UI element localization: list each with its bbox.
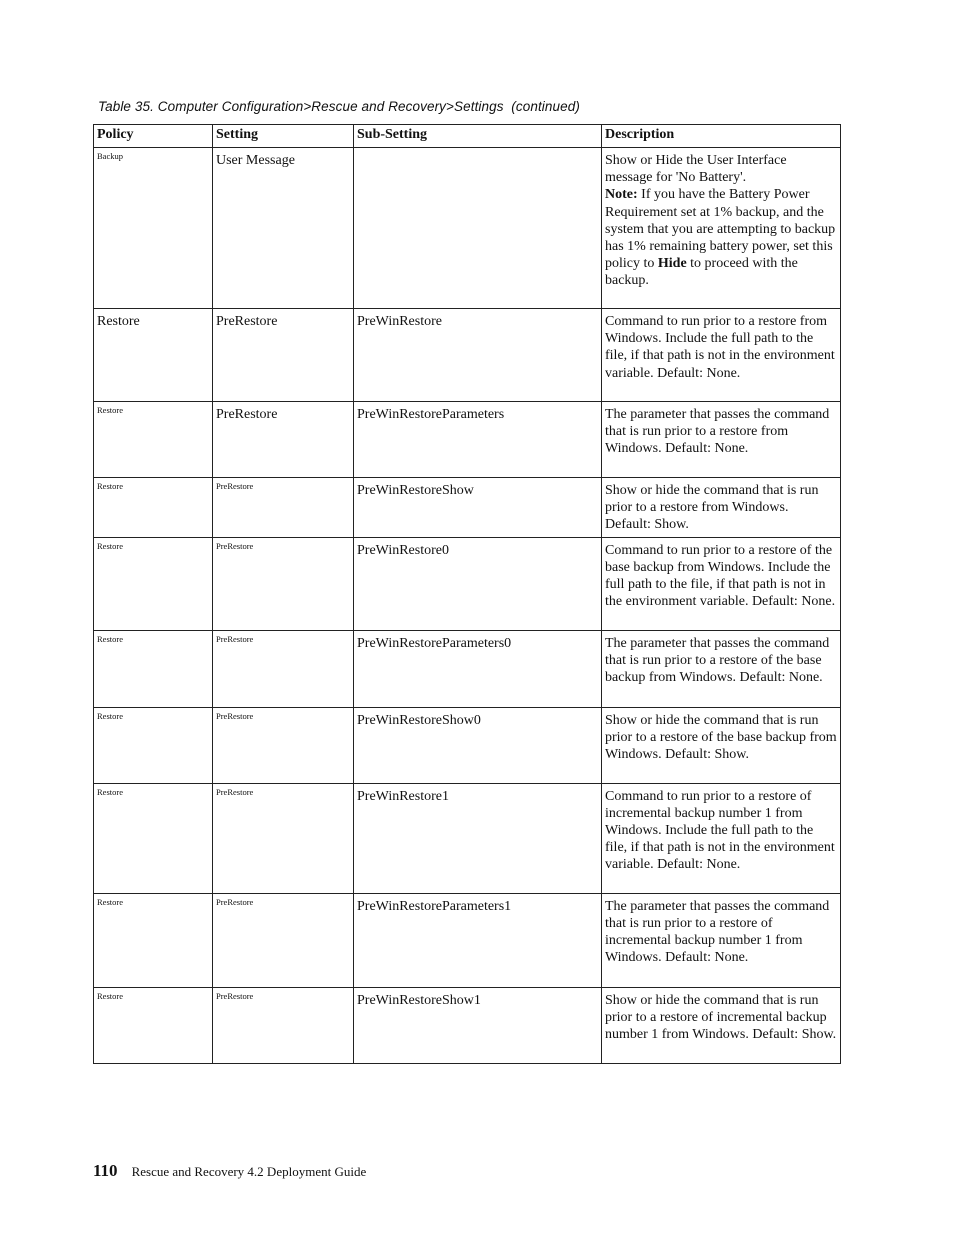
document-title: Rescue and Recovery 4.2 Deployment Guide: [131, 1164, 367, 1179]
policy-cell: [94, 783, 213, 893]
table-row: [94, 893, 841, 987]
setting-value: PreRestore: [216, 633, 254, 644]
page-footer: [93, 1161, 366, 1181]
policy-cell: [94, 707, 213, 783]
setting-cell: [213, 783, 354, 893]
policy-cell: [94, 893, 213, 987]
setting-cell: [213, 630, 354, 707]
note-end: to proceed with the backup.: [605, 256, 798, 289]
description-cell: Command to run prior to a restore of the base backup from Windows. Include the full path to the file, if that path is not in the environment variable. Default: None.: [602, 537, 841, 630]
table-row: [94, 537, 841, 630]
policy-value: Restore: [97, 896, 123, 907]
settings-table: [93, 124, 841, 1064]
note-text: If you have the Battery Power Requirement set at 1% backup, and the system that you are attempting to backup has 1% remaining battery power, set this policy to: [605, 187, 836, 272]
policy-cell: [94, 987, 213, 1063]
header-policy: Policy: [94, 125, 213, 148]
subsetting-cell: PreWinRestore1: [354, 783, 602, 893]
table-caption: Table 35. Computer Configuration>Rescue and Recovery>Settings (continued): [98, 99, 580, 114]
description-cell: Show or hide the command that is run prior to a restore from Windows. Default: Show.: [602, 478, 841, 538]
policy-value: Restore: [97, 540, 123, 551]
subsetting-cell: PreWinRestore: [354, 309, 602, 402]
setting-cell: [213, 893, 354, 987]
subsetting-cell: PreWinRestoreParameters1: [354, 893, 602, 987]
setting-value: PreRestore: [216, 710, 254, 721]
description-cell: [602, 148, 841, 309]
policy-cell: [94, 478, 213, 538]
policy-value: Backup: [97, 151, 123, 161]
table-row: [94, 148, 841, 309]
header-subsetting: Sub-Setting: [354, 125, 602, 148]
policy-value: Restore: [97, 405, 123, 415]
setting-cell: [213, 707, 354, 783]
policy-value: Restore: [97, 481, 123, 491]
note-bold: Hide: [657, 256, 687, 272]
setting-value: PreRestore: [216, 540, 254, 551]
setting-value: PreRestore: [216, 481, 254, 491]
table-row: [94, 707, 841, 783]
setting-cell: [213, 987, 354, 1063]
page-number: 110: [93, 1161, 118, 1180]
policy-value: Restore: [97, 633, 123, 644]
description-cell: Command to run prior to a restore from Windows. Include the full path to the file, if that path is not in the environment variable. Default: None.: [602, 309, 841, 402]
table-row: [94, 987, 841, 1063]
subsetting-cell: PreWinRestoreShow1: [354, 987, 602, 1063]
header-description: Description: [602, 125, 841, 148]
subsetting-cell: PreWinRestoreShow: [354, 478, 602, 538]
header-setting: Setting: [213, 125, 354, 148]
description-cell: The parameter that passes the command that is run prior to a restore from Windows. Default: None.: [602, 402, 841, 478]
policy-value: Restore: [97, 990, 123, 1001]
table-row: [94, 478, 841, 538]
table-row: [94, 309, 841, 402]
setting-cell: [213, 478, 354, 538]
setting-value: PreRestore: [216, 786, 254, 797]
setting-cell: User Message: [213, 148, 354, 309]
description-intro: Show or Hide the User Interface message for 'No Battery'.: [605, 153, 787, 186]
setting-cell: PreRestore: [213, 309, 354, 402]
subsetting-cell: PreWinRestoreShow0: [354, 707, 602, 783]
policy-value: Restore: [97, 710, 123, 721]
policy-value: Restore: [97, 786, 123, 797]
subsetting-cell: PreWinRestoreParameters: [354, 402, 602, 478]
description-cell: Show or hide the command that is run prior to a restore of the base backup from Windows. Default: Show.: [602, 707, 841, 783]
policy-cell: [94, 630, 213, 707]
description-cell: Show or hide the command that is run prior to a restore of incremental backup number 1 from Windows. Default: Show.: [602, 987, 841, 1063]
table-header-row: [94, 125, 841, 148]
subsetting-cell: PreWinRestore0: [354, 537, 602, 630]
table-row: [94, 402, 841, 478]
setting-value: PreRestore: [216, 896, 254, 907]
subsetting-cell: [354, 148, 602, 309]
table-row: [94, 783, 841, 893]
setting-cell: PreRestore: [213, 402, 354, 478]
note-label: Note:: [605, 187, 638, 203]
setting-value: PreRestore: [216, 990, 254, 1001]
setting-cell: [213, 537, 354, 630]
policy-cell: [94, 537, 213, 630]
description-cell: Command to run prior to a restore of incremental backup number 1 from Windows. Include the full path to the file, if that path is not in the environment variable. Default: None.: [602, 783, 841, 893]
subsetting-cell: PreWinRestoreParameters0: [354, 630, 602, 707]
policy-cell: [94, 148, 213, 309]
description-cell: The parameter that passes the command that is run prior to a restore of the base backup from Windows. Default: None.: [602, 630, 841, 707]
policy-cell: Restore: [94, 309, 213, 402]
table-row: [94, 630, 841, 707]
policy-cell: [94, 402, 213, 478]
description-cell: The parameter that passes the command that is run prior to a restore of incremental backup number 1 from Windows. Default: None.: [602, 893, 841, 987]
